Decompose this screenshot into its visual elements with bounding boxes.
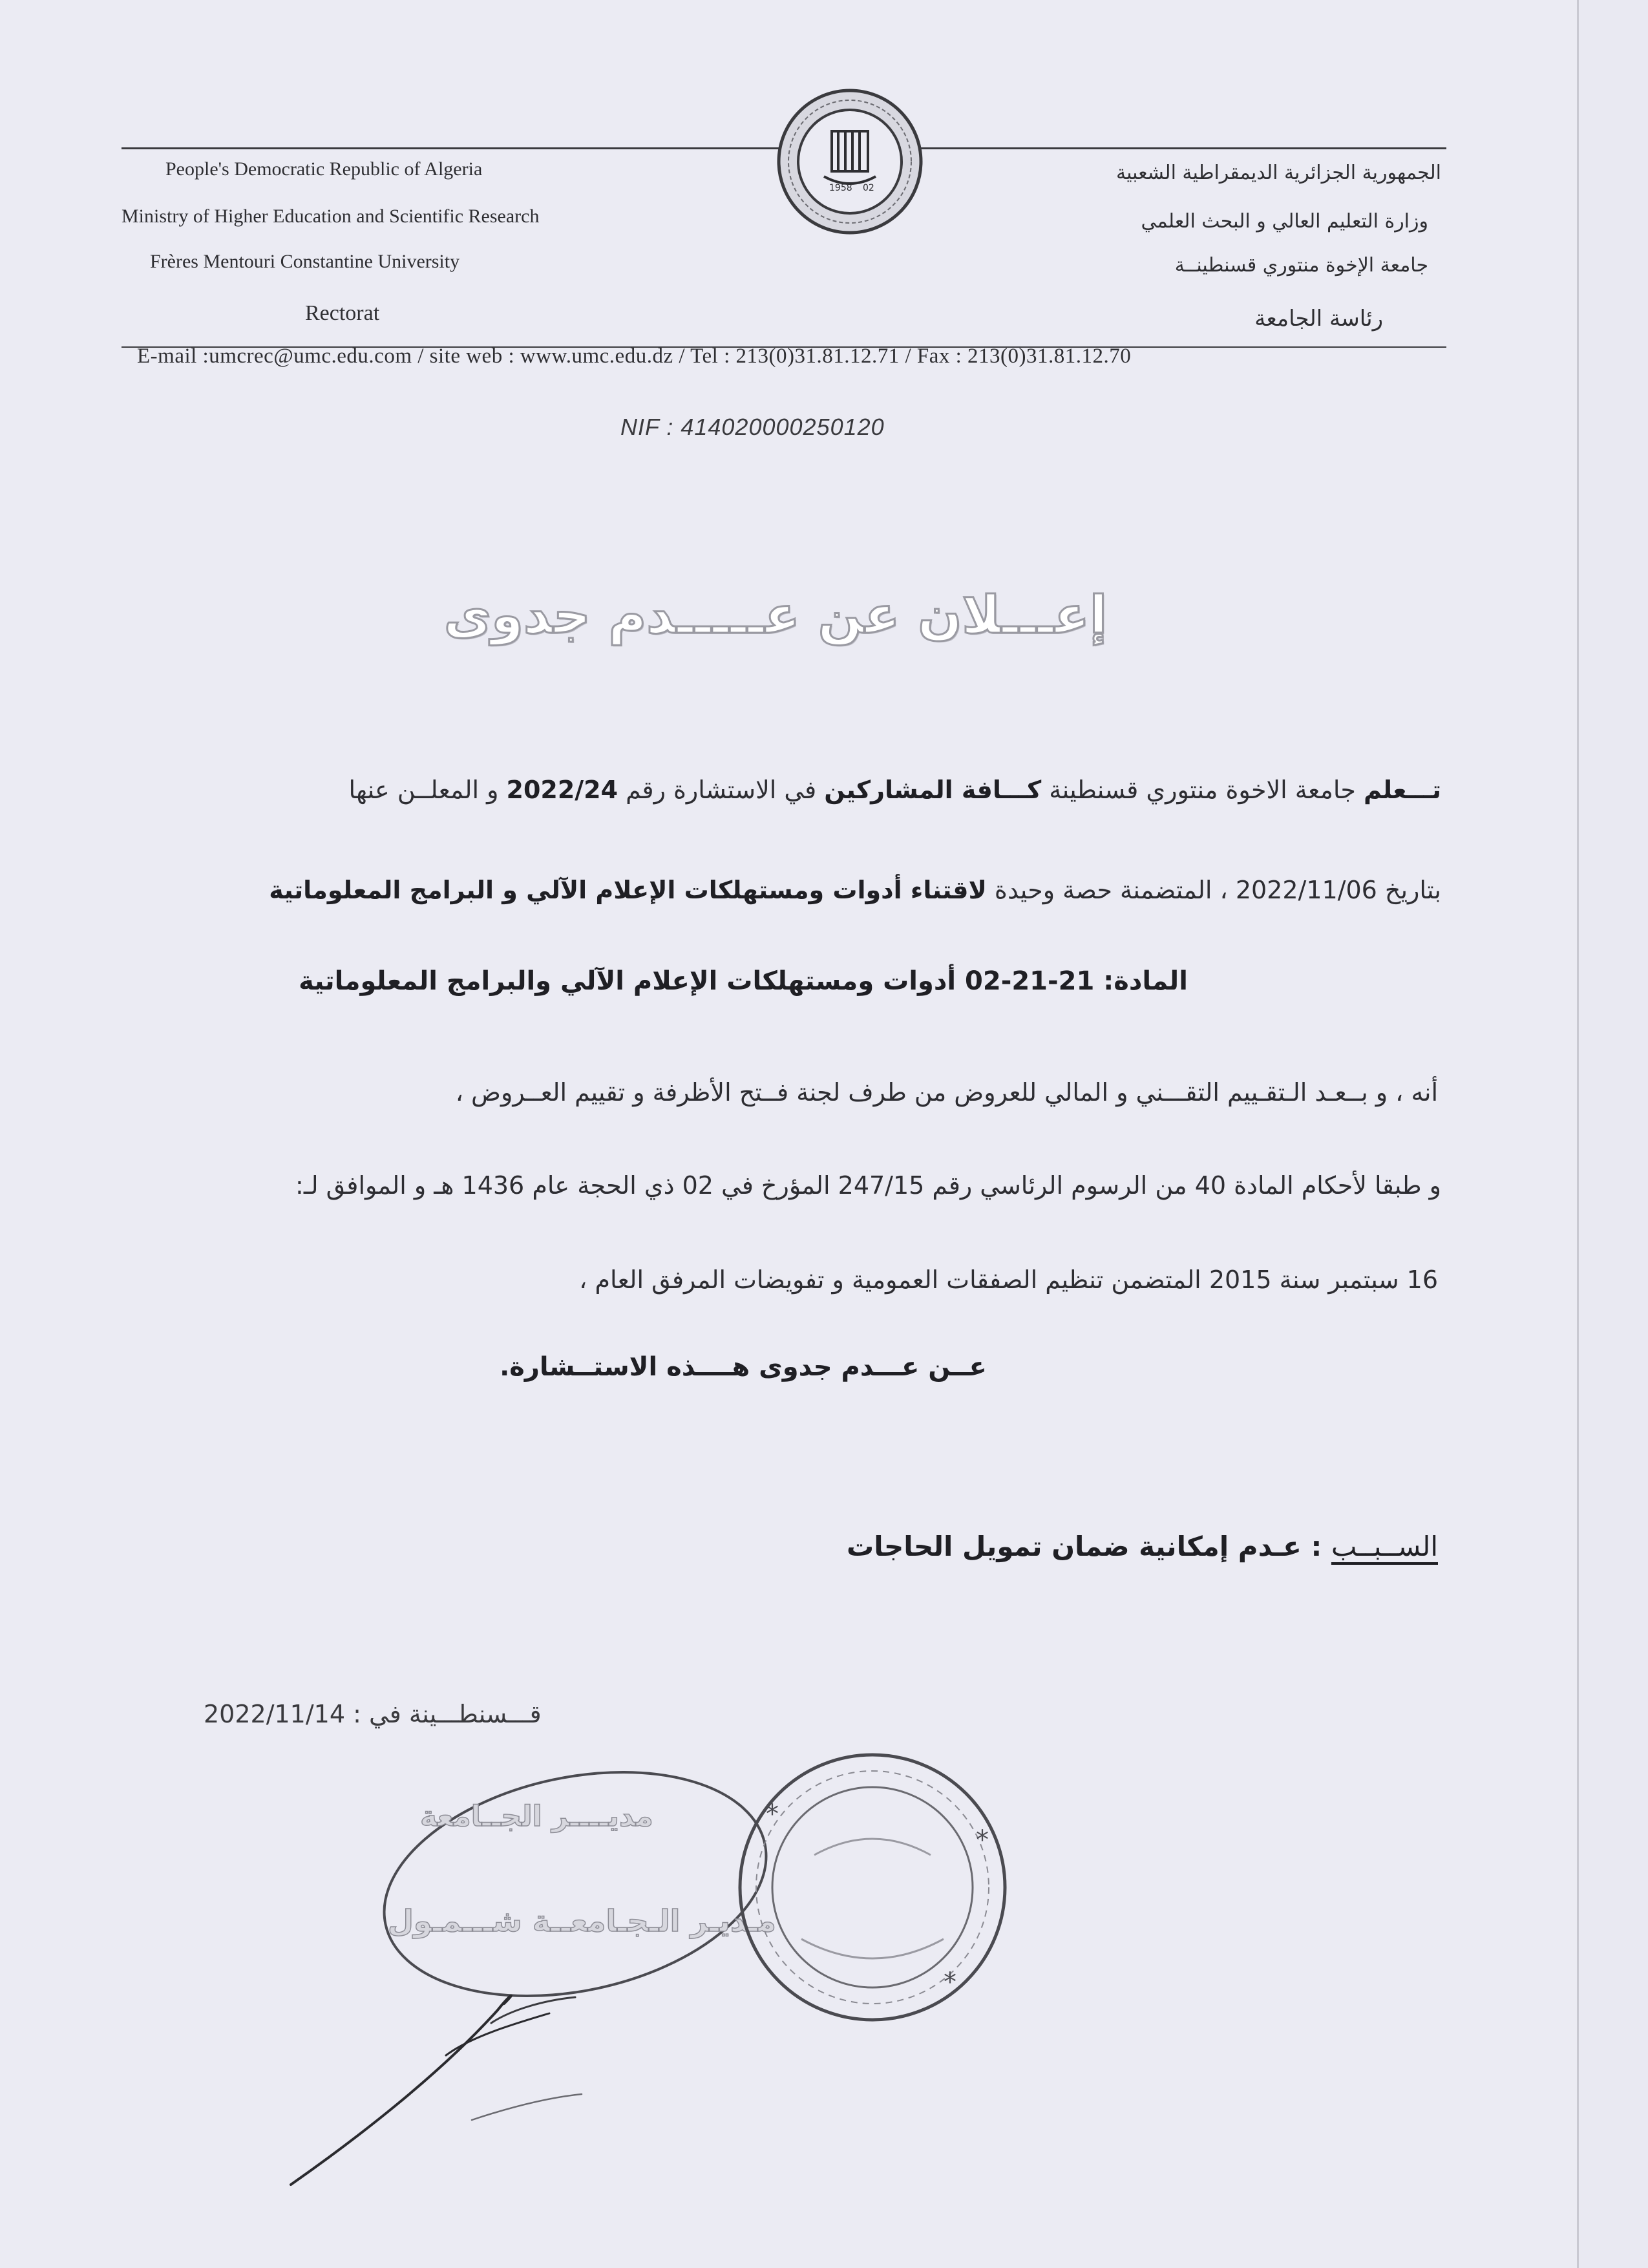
header-ar-university: جامعة الإخوة منتوري قسنطينــة — [1174, 254, 1428, 277]
header-ar-rectorat: رئاسة الجامعة — [1254, 306, 1383, 332]
paragraph-article: المادة: 21-21-02 أدوات ومستهلكات الإعلام الآلي والبرامج المعلوماتية — [299, 966, 1188, 996]
paragraph-evaluation: أنه ، و بــعـد الـتقـييم التقـــني و المالي للعروض من طرف لجنة فــتح الأظرفة و تقييم العــروض ، — [455, 1078, 1438, 1107]
reason-line — [847, 1531, 1438, 1562]
header-ar-country: الجمهورية الجزائرية الديمقراطية الشعبية — [1116, 162, 1441, 184]
nif-number: NIF : 414020000250120 — [620, 414, 885, 440]
paragraph-legal: و طبقا لأحكام المادة 40 من الرسوم الرئاسي رقم 247/15 المؤرخ في 02 ذي الحجة عام 1436 هـ و الموافق لـ: — [295, 1171, 1441, 1200]
paragraph-decree-date: 16 سبتمبر سنة 2015 المتضمن تنظيم الصفقات العمومية و تفويضات المرفق العام ، — [579, 1266, 1438, 1294]
header-en-rectorat: Rectorat — [305, 301, 380, 325]
p2-object: لاقتناء أدوات ومستهلكات الإعلام الآلي و البرامج المعلوماتية — [269, 876, 987, 904]
p1-consultation: في الاستشارة رقم — [618, 776, 825, 804]
p1-participants: كـــافة المشاركين — [824, 776, 1042, 804]
paragraph-2 — [269, 876, 1441, 904]
p1-announced: و المعلــن عنها — [348, 776, 507, 804]
stamp-signature-line: مـديـر الـجـامعــة شـــمـول — [388, 1903, 776, 1938]
announcement-title: إعـــلان عن عـــــدم جدوى — [443, 585, 1108, 645]
reason-text: عـدم إمكانية ضمان تمويل الحاجات — [846, 1531, 1302, 1562]
place-date: قـــسنطـــينة في : 2022/11/14 — [204, 1700, 542, 1728]
header-en-university: Frères Mentouri Constantine University — [150, 251, 460, 272]
svg-text:*: * — [976, 1825, 989, 1855]
svg-text:*: * — [944, 1967, 956, 1997]
p1-university: جامعة الاخوة منتوري قسنطينة — [1041, 776, 1364, 804]
header-en-country: People's Democratic Republic of Algeria — [165, 158, 483, 180]
reason-sep: : — [1301, 1531, 1331, 1562]
svg-text:02: 02 — [863, 183, 874, 193]
paragraph-1 — [349, 776, 1442, 804]
svg-text:1958: 1958 — [829, 183, 852, 193]
stamp-title-line: مديــــر الجــامعة — [420, 1800, 653, 1833]
p2-date: بتاريخ 2022/11/06 ، المتضمنة حصة وحيدة — [986, 876, 1441, 904]
university-seal-logo — [772, 87, 927, 236]
header-ar-ministry: وزارة التعليم العالي و البحث العلمي — [1141, 210, 1428, 233]
p1-number: 2022/24 — [506, 776, 618, 804]
paragraph-conclusion: عــن عـــدم جدوى هــــذه الاستــشارة. — [500, 1352, 987, 1382]
p1-verb: تـــعلم — [1364, 776, 1441, 804]
reason-label: الســبــب — [1331, 1531, 1438, 1562]
round-official-stamp — [730, 1745, 1015, 2030]
contact-line: E-mail :umcrec@umc.edu.com / site web : www.umc.edu.dz / Tel : 213(0)31.81.12.71 / Fax : 213(0)31.81.12.70 — [137, 344, 1132, 368]
handwritten-signature — [278, 1926, 730, 2198]
header-en-ministry: Ministry of Higher Education and Scientific Research — [121, 206, 540, 227]
svg-text:*: * — [766, 1799, 779, 1829]
